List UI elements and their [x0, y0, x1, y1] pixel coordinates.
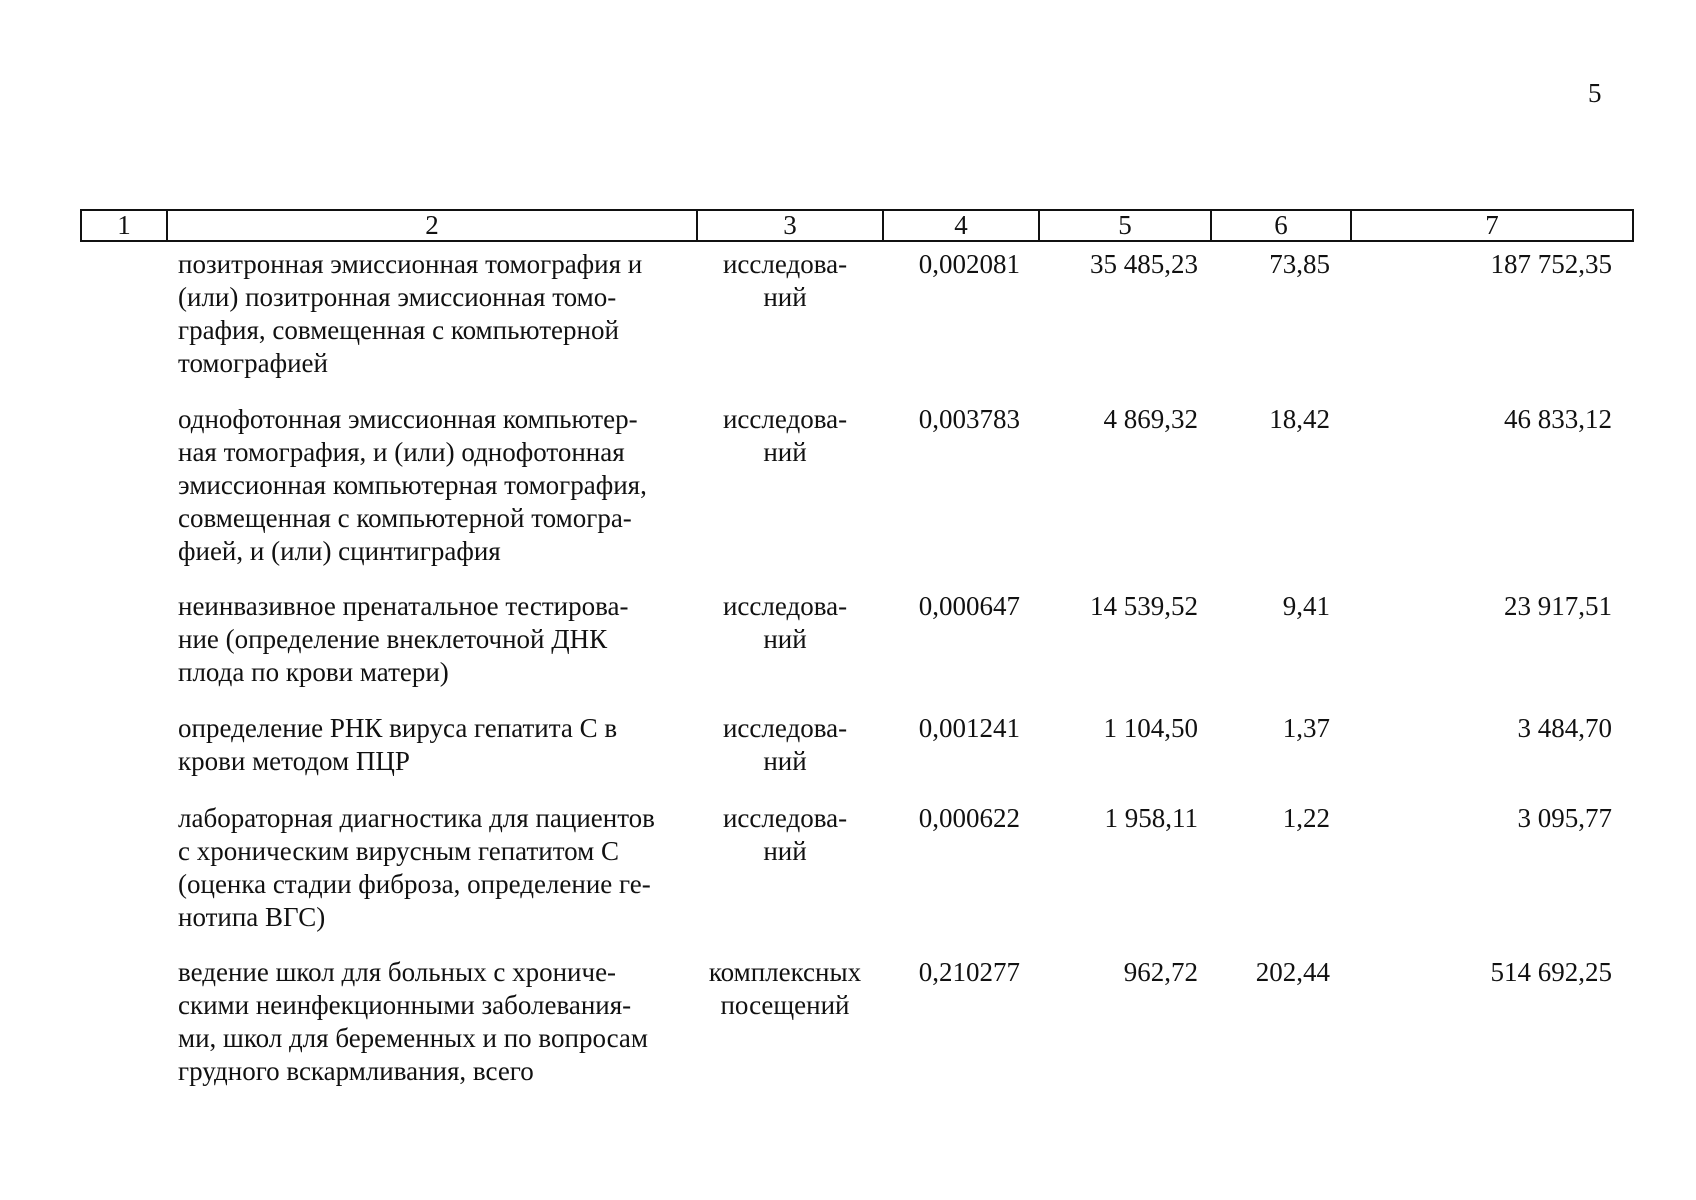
value-col4: 0,001241 — [918, 713, 1020, 743]
service-name-line: графия, совмещенная с компьютерной — [178, 315, 619, 345]
service-name-line: грудного вскармливания, всего — [178, 1056, 534, 1086]
value-col5: 14 539,52 — [1090, 591, 1198, 621]
unit-line: ний — [763, 836, 807, 866]
service-name — [178, 956, 678, 1088]
unit-line: ний — [763, 437, 807, 467]
unit-line: ний — [763, 746, 807, 776]
unit-line: ний — [763, 624, 807, 654]
page-number: 5 — [1588, 78, 1602, 108]
service-name-line: позитронная эмиссионная томография и — [178, 249, 643, 279]
header-col-3: 3 — [697, 210, 883, 241]
unit-line: комплексных — [708, 957, 862, 987]
service-name-line: (или) позитронная эмиссионная томо- — [178, 282, 617, 312]
value-col4: 0,000647 — [918, 591, 1020, 621]
service-name — [178, 248, 678, 380]
service-name-line: ная томография, и (или) однофотонная — [178, 437, 625, 467]
unit-line: исследова- — [722, 404, 848, 434]
service-name-line: ние (определение внеклеточной ДНК — [178, 624, 608, 654]
value-col5: 35 485,23 — [1090, 249, 1198, 279]
unit-line: посещений — [720, 990, 850, 1020]
service-name-line: ми, школ для беременных и по вопросам — [178, 1023, 648, 1053]
value-col5: 1 958,11 — [1104, 803, 1198, 833]
service-name-line: скими неинфекционными заболевания- — [178, 990, 632, 1020]
service-name-line: совмещенная с компьютерной томогра- — [178, 503, 632, 533]
header-col-4: 4 — [883, 210, 1039, 241]
service-name-line: (оценка стадии фиброза, определение ге- — [178, 869, 651, 899]
value-col4: 0,003783 — [918, 404, 1020, 434]
value-col7: 23 917,51 — [1504, 591, 1612, 621]
column-number-header — [80, 209, 1634, 242]
service-name-line: неинвазивное пренатальное тестирова- — [178, 591, 629, 621]
service-name-line: с хроническим вирусным гепатитом С — [178, 836, 619, 866]
service-name — [178, 403, 678, 568]
value-col5: 962,72 — [1123, 957, 1198, 987]
service-name-line: однофотонная эмиссионная компьютер- — [178, 404, 638, 434]
value-col5: 1 104,50 — [1103, 713, 1198, 743]
unit — [700, 712, 870, 778]
value-col6: 1,37 — [1282, 713, 1330, 743]
service-name — [178, 802, 678, 934]
service-name-line: определение РНК вируса гепатита С в — [178, 713, 618, 743]
header-col-7: 7 — [1351, 210, 1633, 241]
service-name — [178, 590, 678, 689]
unit-line: исследова- — [722, 713, 848, 743]
header-col-5: 5 — [1039, 210, 1211, 241]
service-name-line: фией, и (или) сцинтиграфия — [178, 536, 501, 566]
value-col7: 3 095,77 — [1517, 803, 1612, 833]
service-name-line: эмиссионная компьютерная томография, — [178, 470, 647, 500]
service-name-line: лабораторная диагностика для пациентов — [178, 803, 655, 833]
unit-line: исследова- — [722, 249, 848, 279]
header-col-6: 6 — [1211, 210, 1351, 241]
value-col7: 46 833,12 — [1504, 404, 1612, 434]
service-name-line: ведение школ для больных с хрониче- — [178, 957, 617, 987]
unit — [700, 403, 870, 469]
value-col6: 9,41 — [1282, 591, 1330, 621]
value-col6: 18,42 — [1269, 404, 1330, 434]
service-name-line: томографией — [178, 348, 328, 378]
value-col5: 4 869,32 — [1103, 404, 1198, 434]
value-col4: 0,002081 — [918, 249, 1020, 279]
service-name — [178, 712, 678, 778]
value-col6: 1,22 — [1282, 803, 1330, 833]
service-name-line: плода по крови матери) — [178, 657, 449, 687]
unit-line: ний — [763, 282, 807, 312]
unit-line: исследова- — [722, 591, 848, 621]
unit-line: исследова- — [722, 803, 848, 833]
value-col4: 0,210277 — [918, 957, 1020, 987]
value-col6: 73,85 — [1269, 249, 1330, 279]
value-col7: 3 484,70 — [1517, 713, 1612, 743]
unit — [700, 802, 870, 868]
service-name-line: нотипа ВГС) — [178, 902, 326, 932]
value-col6: 202,44 — [1255, 957, 1330, 987]
value-col7: 514 692,25 — [1490, 957, 1612, 987]
value-col4: 0,000622 — [918, 803, 1020, 833]
service-name-line: крови методом ПЦР — [178, 746, 410, 776]
value-col7: 187 752,35 — [1490, 249, 1612, 279]
header-col-2: 2 — [167, 210, 697, 241]
unit — [700, 590, 870, 656]
unit — [700, 248, 870, 314]
unit — [700, 956, 870, 1022]
header-col-1: 1 — [81, 210, 167, 241]
